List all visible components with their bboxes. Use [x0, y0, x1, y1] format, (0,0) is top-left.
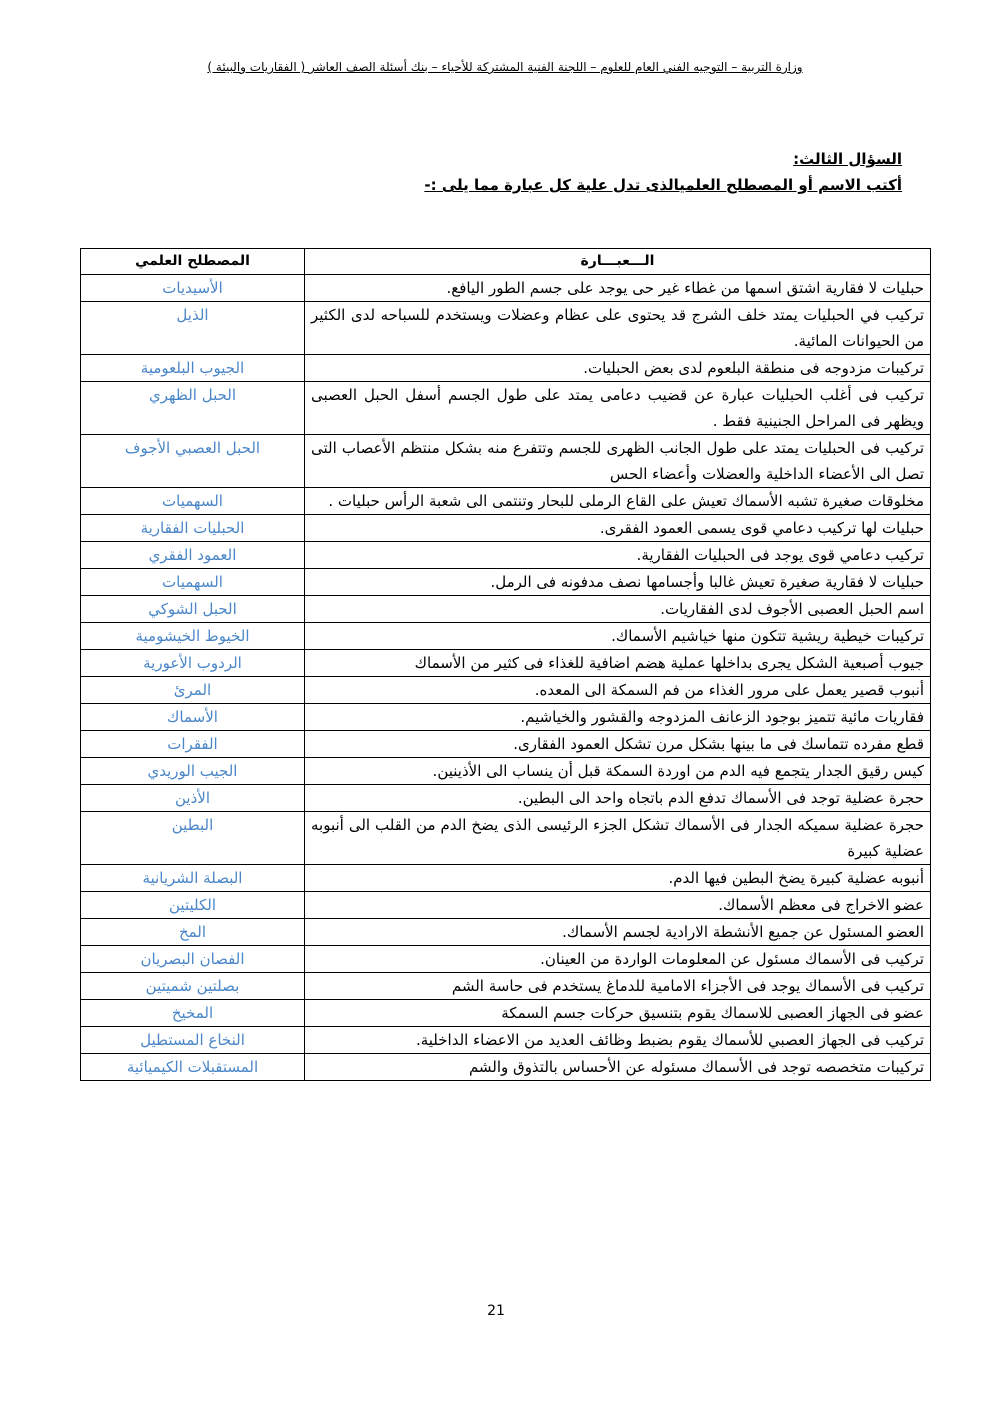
- term-cell: الجيوب البلعومية: [81, 355, 305, 382]
- table-row: [81, 812, 931, 865]
- term-cell: بصلتين شميتين: [81, 973, 305, 1000]
- term-cell: الفصان البصريان: [81, 946, 305, 973]
- table-row: [81, 919, 931, 946]
- term-cell: الكليتين: [81, 892, 305, 919]
- table-row: [81, 946, 931, 973]
- table-row: [81, 758, 931, 785]
- phrase-cell: أنبوب قصير يعمل على مرور الغذاء من فم السمكة الى المعده.: [305, 677, 931, 704]
- question-title: السؤال الثالث:: [793, 150, 902, 168]
- table-row: [81, 275, 931, 302]
- question-instruction: أكتب الاسم أو المصطلح العلميالذى تدل علية كل عبارة مما يلى :-: [424, 176, 902, 194]
- phrase-cell: تركيب فى الأسماك مسئول عن المعلومات الواردة من العينان.: [305, 946, 931, 973]
- term-cell: الجيب الوريدي: [81, 758, 305, 785]
- phrase-cell: فقاريات مائية تتميز بوجود الزعانف المزدوجه والقشور والخياشيم.: [305, 704, 931, 731]
- header-phrase: الـــعبـــارة: [305, 249, 931, 275]
- phrase-cell: حجرة عضلية توجد فى الأسماك تدفع الدم باتجاه واحد الى البطين.: [305, 785, 931, 812]
- term-cell: الذيل: [81, 302, 305, 355]
- term-cell: الأذين: [81, 785, 305, 812]
- phrase-cell: تركيب فى أغلب الحبليات عبارة عن قضيب دعامى يمتد على طول الجسم أسفل الحبل العصبى ويظهر فى المراحل الجنينية فقط .: [305, 382, 931, 435]
- table-row: [81, 677, 931, 704]
- phrase-cell: تركيبات مزدوجه فى منطقة البلعوم لدى بعض الحبليات.: [305, 355, 931, 382]
- term-cell: الأسماك: [81, 704, 305, 731]
- table-row: [81, 596, 931, 623]
- table-row: [81, 302, 931, 355]
- table-row: [81, 1027, 931, 1054]
- table-row: [81, 515, 931, 542]
- table-row: [81, 731, 931, 758]
- table-row: [81, 1054, 931, 1081]
- table-row: [81, 650, 931, 677]
- term-cell: الأسيديات: [81, 275, 305, 302]
- table-row: [81, 785, 931, 812]
- phrase-cell: اسم الحبل العصبى الأجوف لدى الفقاريات.: [305, 596, 931, 623]
- table-row: [81, 382, 931, 435]
- phrase-cell: تركيب دعامي قوى يوجد فى الحبليات الفقارية.: [305, 542, 931, 569]
- term-cell: المرئ: [81, 677, 305, 704]
- phrase-cell: مخلوقات صغيرة تشبه الأسماك تعيش على القاع الرملى للبحار وتنتمى الى شعبة الرأس حبليات .: [305, 488, 931, 515]
- table-row: [81, 488, 931, 515]
- table-row: [81, 704, 931, 731]
- phrase-cell: حبليات لا فقارية اشتق اسمها من غطاء غير حى يوجد على جسم الطور اليافع.: [305, 275, 931, 302]
- phrase-cell: تركيب فى الحبليات يمتد على طول الجانب الظهرى للجسم وتتفرع منه بشكل منتظم الأعصاب التى تصل الى الأعضاء الداخلية والعضلات وأعضاء الحس: [305, 435, 931, 488]
- phrase-cell: عضو فى الجهاز العصبى للاسماك يقوم بتنسيق حركات جسم السمكة: [305, 1000, 931, 1027]
- phrase-cell: كيس رقيق الجدار يتجمع فيه الدم من اوردة السمكة قبل أن ينساب الى الأذينين.: [305, 758, 931, 785]
- phrase-cell: جيوب أصبعية الشكل يجرى بداخلها عملية هضم اضافية للغذاء فى كثير من الأسماك: [305, 650, 931, 677]
- term-cell: الخيوط الخيشومية: [81, 623, 305, 650]
- table-row: [81, 542, 931, 569]
- phrase-cell: حبليات لا فقارية صغيرة تعيش غالبا وأجسامها نصف مدفونه فى الرمل.: [305, 569, 931, 596]
- phrase-cell: تركيب فى الأسماك يوجد فى الأجزاء الامامية للدماغ يستخدم فى حاسة الشم: [305, 973, 931, 1000]
- page-number: 21: [487, 1303, 505, 1319]
- term-cell: المخيخ: [81, 1000, 305, 1027]
- table-row: [81, 569, 931, 596]
- phrase-cell: حجرة عضلية سميكه الجدار فى الأسماك تشكل الجزء الرئيسى الذى يضخ الدم من القلب الى أنبوبه عضلية كبيرة: [305, 812, 931, 865]
- term-cell: المخ: [81, 919, 305, 946]
- phrase-cell: عضو الاخراج فى معظم الأسماك.: [305, 892, 931, 919]
- phrase-cell: حبليات لها تركيب دعامي قوى يسمى العمود الفقرى.: [305, 515, 931, 542]
- phrase-cell: أنبوبه عضلية كبيرة يضخ البطين فيها الدم.: [305, 865, 931, 892]
- term-cell: الحبل الظهري: [81, 382, 305, 435]
- header-term: المصطلح العلمي: [81, 249, 305, 275]
- table-row: [81, 973, 931, 1000]
- phrase-cell: قطع مفرده تتماسك فى ما بينها بشكل مرن تشكل العمود الفقارى.: [305, 731, 931, 758]
- term-cell: العمود الفقري: [81, 542, 305, 569]
- page-header: وزارة التربية – التوجيه الفني العام للعلوم – اللجنة الفنية المشتركة للأحياء – بنك أسئلة الصف العاشر ( الفقاريات والبيئة ): [207, 60, 803, 74]
- table-row: [81, 892, 931, 919]
- phrase-cell: تركيبات متخصصه توجد فى الأسماك مسئوله عن الأحساس بالتذوق والشم: [305, 1054, 931, 1081]
- table-row: [81, 435, 931, 488]
- term-cell: الردوب الأعورية: [81, 650, 305, 677]
- term-cell: النخاع المستطيل: [81, 1027, 305, 1054]
- term-cell: البصلة الشريانية: [81, 865, 305, 892]
- term-cell: الفقرات: [81, 731, 305, 758]
- term-cell: السهميات: [81, 569, 305, 596]
- phrase-cell: تركيبات خيطية ريشية تتكون منها خياشيم الأسماك.: [305, 623, 931, 650]
- terms-table: [80, 248, 931, 1081]
- term-cell: المستقبلات الكيميائية: [81, 1054, 305, 1081]
- phrase-cell: العضو المسئول عن جميع الأنشطة الارادية لجسم الأسماك.: [305, 919, 931, 946]
- table-header-row: [81, 249, 931, 275]
- term-cell: السهميات: [81, 488, 305, 515]
- table-row: [81, 355, 931, 382]
- table-row: [81, 623, 931, 650]
- table-row: [81, 865, 931, 892]
- term-cell: الحبليات الفقارية: [81, 515, 305, 542]
- table-row: [81, 1000, 931, 1027]
- phrase-cell: تركيب فى الجهاز العصبي للأسماك يقوم بضبط وظائف العديد من الاعضاء الداخلية.: [305, 1027, 931, 1054]
- term-cell: الحبل الشوكي: [81, 596, 305, 623]
- term-cell: البطين: [81, 812, 305, 865]
- term-cell: الحبل العصبي الأجوف: [81, 435, 305, 488]
- phrase-cell: تركيب في الحبليات يمتد خلف الشرج قد يحتوى على عظام وعضلات ويستخدم للسباحه لدى الكثير من الحيوانات المائية.: [305, 302, 931, 355]
